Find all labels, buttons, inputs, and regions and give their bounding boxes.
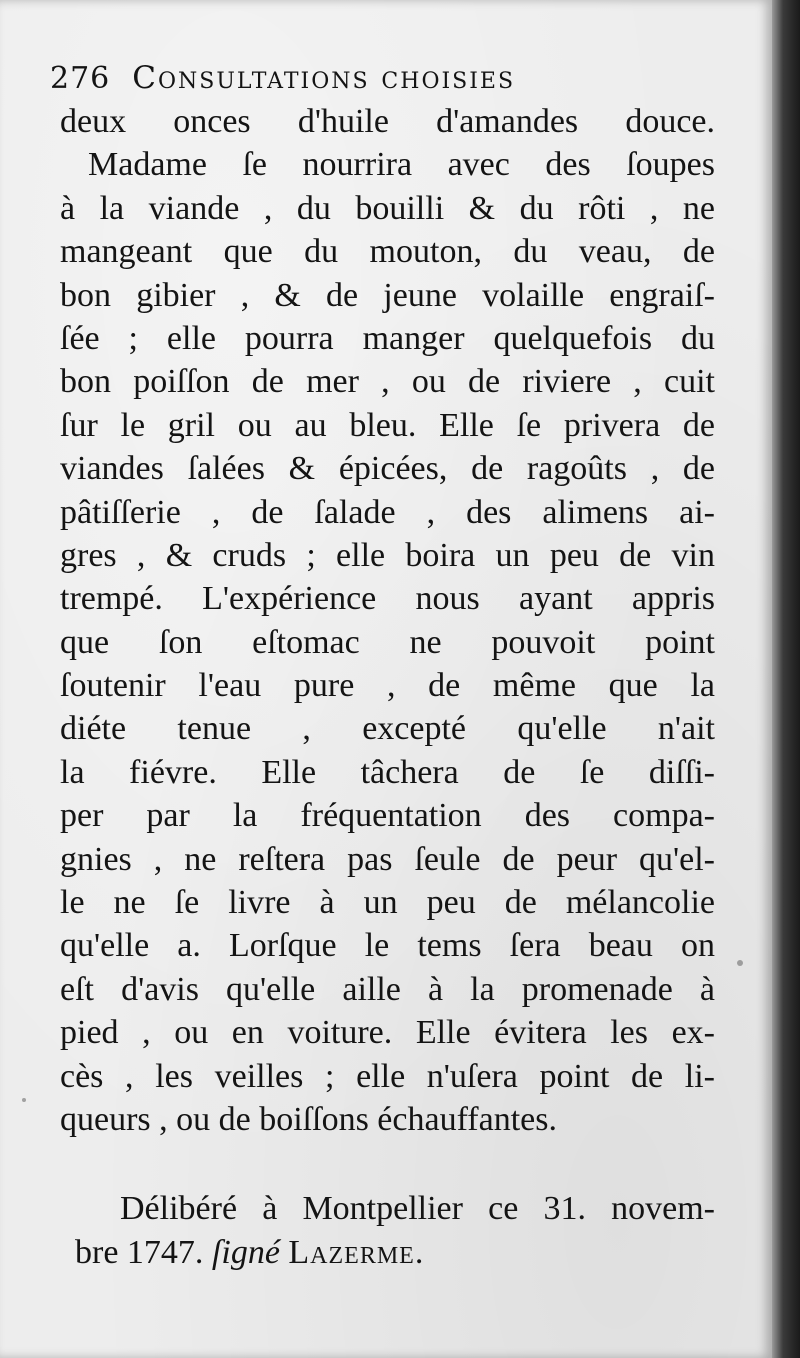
text-line: diéte tenue , excepté qu'elle n'ait	[60, 710, 715, 748]
body-text	[60, 100, 715, 1141]
text-line: per par la fréquentation des compa-	[60, 797, 715, 835]
text-line: à la viande , du bouilli & du rôti , ne	[60, 189, 715, 227]
text-line: trempé. L'expérience nous ayant appris	[60, 580, 715, 618]
text-line: cès , les veilles ; elle n'uſera point de li-	[60, 1057, 715, 1095]
text-line: bon poiſſon de mer , ou de riviere , cuit	[60, 363, 715, 401]
text-line: qu'elle a. Lorſque le tems ſera beau on	[60, 927, 715, 965]
text-line: ſée ; elle pourra manger quelquefois du	[60, 319, 715, 357]
author-name: Lazerme.	[288, 1233, 425, 1271]
text-line: la fiévre. Elle tâchera de ſe diſſi-	[60, 753, 715, 791]
text-line: ſur le gril ou au bleu. Elle ſe privera de	[60, 406, 715, 444]
text-line: gnies , ne reſtera pas ſeule de peur qu'el-	[60, 840, 715, 878]
text-line: le ne ſe livre à un peu de mélancolie	[60, 884, 715, 922]
date-text: bre 1747.	[75, 1233, 204, 1271]
page-text	[50, 54, 715, 1274]
book-spine-shadow	[772, 0, 800, 1358]
text-line: ſoutenir l'eau pure , de même que la	[60, 667, 715, 705]
text-line: pâtiſſerie , de ſalade , des alimens ai-	[60, 493, 715, 531]
text-line: que ſon eſtomac ne pouvoit point	[60, 623, 715, 661]
text-line: pied , ou en voiture. Elle évitera les ex-	[60, 1014, 715, 1052]
running-head: Consultations choisies	[132, 60, 516, 96]
text-line: bon gibier , & de jeune volaille engraiſ-	[60, 276, 715, 314]
signature-line	[60, 1231, 715, 1274]
signed-word: ſigné	[211, 1233, 280, 1271]
text-line: Madame ſe nourrira avec des ſoupes	[88, 146, 715, 184]
closing-line: Délibéré à Montpellier ce 31. novem-	[120, 1190, 715, 1228]
paper-speck	[22, 1098, 26, 1102]
page-header	[50, 54, 715, 100]
text-line: gres , & cruds ; elle boira un peu de vin	[60, 536, 715, 574]
text-line: eſt d'avis qu'elle aille à la promenade à	[60, 970, 715, 1008]
paper-speck	[737, 960, 743, 966]
paragraph-gap	[60, 1141, 715, 1187]
page-number: 276	[50, 61, 111, 96]
text-line: deux onces d'huile d'amandes douce.	[60, 103, 715, 140]
text-line: viandes ſalées & épicées, de ragoûts , de	[60, 450, 715, 488]
text-line: mangeant que du mouton, du veau, de	[60, 233, 715, 271]
text-line: queurs , ou de boiſſons échauffantes.	[60, 1100, 557, 1138]
